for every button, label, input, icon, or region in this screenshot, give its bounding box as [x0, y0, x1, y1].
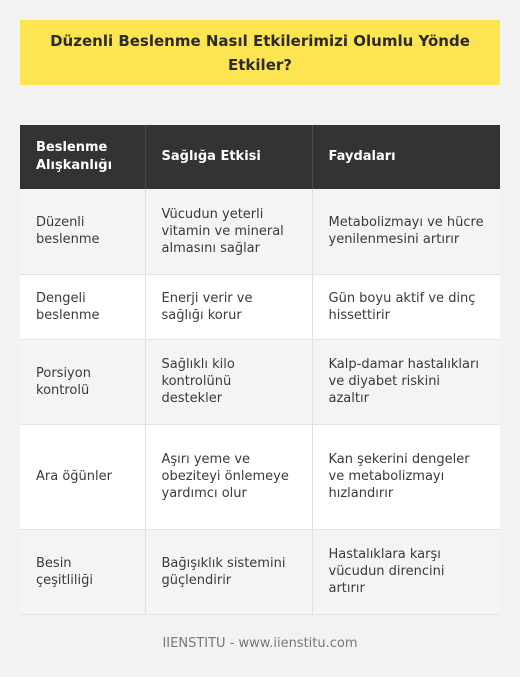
- table-cell: Kalp-damar hastalıkları ve diyabet riskini azaltır: [312, 339, 500, 424]
- column-header: Faydaları: [312, 125, 500, 189]
- table-cell: Metabolizmayı ve hücre yenilenmesini artırır: [312, 189, 500, 274]
- table-cell: Düzenli beslenme: [20, 189, 145, 274]
- table-cell: Gün boyu aktif ve dinç hissettirir: [312, 274, 500, 339]
- table-row: [20, 339, 500, 424]
- table-cell: Ara öğünler: [20, 424, 145, 529]
- title-banner: [20, 20, 500, 85]
- table-row: [20, 274, 500, 339]
- column-header: Sağlığa Etkisi: [145, 125, 312, 189]
- table-cell: Hastalıklara karşı vücudun direncini artırır: [312, 529, 500, 614]
- table-cell: Sağlıklı kilo kontrolünü destekler: [145, 339, 312, 424]
- page-title: Düzenli Beslenme Nasıl Etkilerimizi Olumlu Yönde Etkiler?: [50, 31, 470, 74]
- table-cell: Dengeli beslenme: [20, 274, 145, 339]
- table-cell: Aşırı yeme ve obeziteyi önlemeye yardımcı olur: [145, 424, 312, 529]
- footer-credit: IIENSTITU - www.iienstitu.com: [162, 636, 358, 651]
- table-row: [20, 529, 500, 614]
- table-cell: Kan şekerini dengeler ve metabolizmayı hızlandırır: [312, 424, 500, 529]
- table-cell: Bağışıklık sistemini güçlendirir: [145, 529, 312, 614]
- table-header-row: [20, 125, 500, 189]
- table-row: [20, 189, 500, 274]
- table-cell: Porsiyon kontrolü: [20, 339, 145, 424]
- info-table: [20, 125, 500, 615]
- column-header: Beslenme Alışkanlığı: [20, 125, 145, 189]
- table-cell: Besin çeşitliliği: [20, 529, 145, 614]
- table-cell: Vücudun yeterli vitamin ve mineral almasını sağlar: [145, 189, 312, 274]
- table-row: [20, 424, 500, 529]
- table-cell: Enerji verir ve sağlığı korur: [145, 274, 312, 339]
